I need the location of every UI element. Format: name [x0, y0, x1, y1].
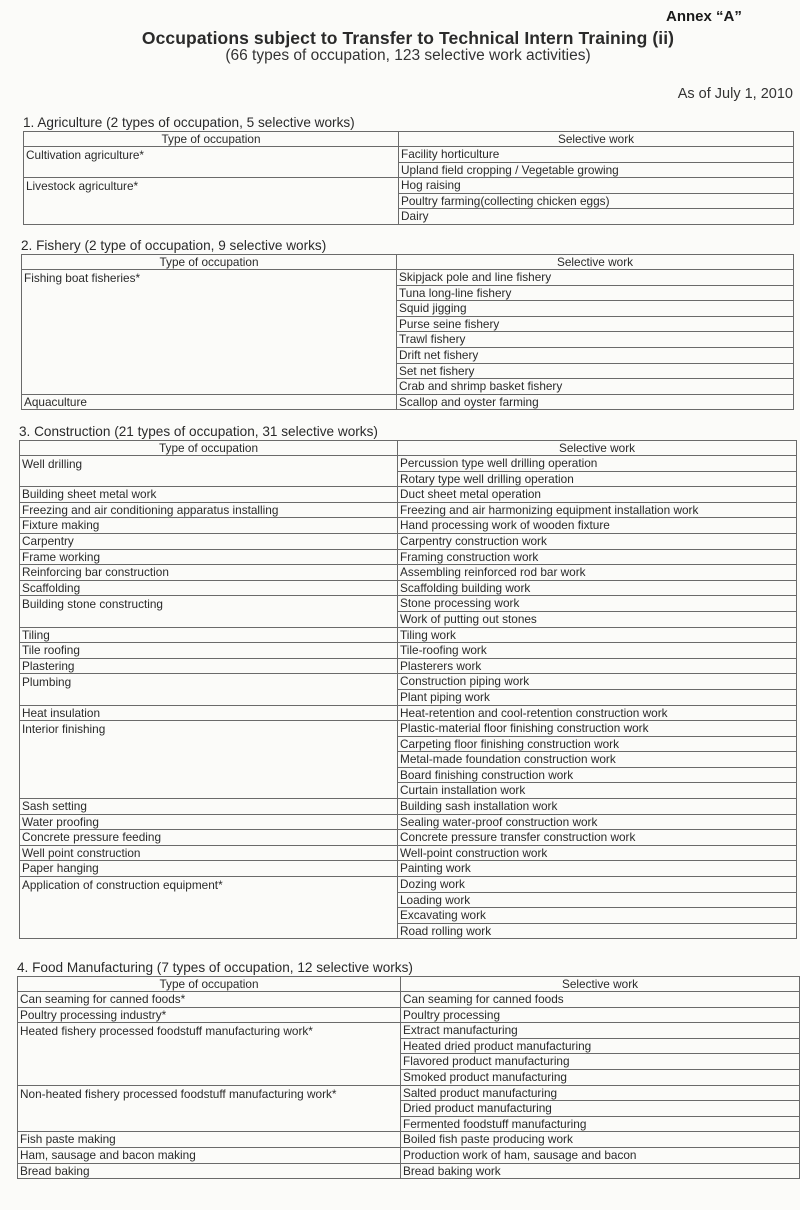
section-2: [21, 238, 794, 410]
selective-work-cell: Road rolling work: [398, 923, 797, 939]
selective-work-cell: Painting work: [398, 861, 797, 877]
table-row: [20, 627, 797, 643]
occupation-cell: Building sheet metal work: [20, 487, 398, 503]
selective-work-cell: Purse seine fishery: [397, 316, 794, 332]
table-row: [20, 643, 797, 659]
selective-work-cell: Loading work: [398, 892, 797, 908]
section-heading: 3. Construction (21 types of occupation, 31 selective works): [19, 424, 378, 439]
selective-work-cell: Work of putting out stones: [398, 611, 797, 627]
selective-work-cell: Plasterers work: [398, 658, 797, 674]
selective-work-cell: Salted product manufacturing: [401, 1085, 800, 1101]
table-row: [18, 1023, 800, 1039]
column-header-work: Selective work: [401, 977, 800, 992]
table-row: [20, 580, 797, 596]
selective-work-cell: Board finishing construction work: [398, 767, 797, 783]
table-row: [20, 861, 797, 877]
occupation-cell: Fixture making: [20, 518, 398, 534]
selective-work-cell: Well-point construction work: [398, 845, 797, 861]
document-subtitle: (66 types of occupation, 123 selective work activities): [225, 47, 591, 64]
selective-work-cell: Excavating work: [398, 908, 797, 924]
selective-work-cell: Skipjack pole and line fishery: [397, 270, 794, 286]
section-3: [19, 424, 797, 939]
occupation-cell: Concrete pressure feeding: [20, 830, 398, 846]
section-heading: 1. Agriculture (2 types of occupation, 5 selective works): [23, 115, 355, 130]
occupation-cell: Non-heated fishery processed foodstuff manufacturing work*: [18, 1085, 401, 1132]
selective-work-cell: Sealing water-proof construction work: [398, 814, 797, 830]
table-row: [18, 1163, 800, 1179]
column-header-work: Selective work: [399, 132, 794, 147]
selective-work-cell: Extract manufacturing: [401, 1023, 800, 1039]
occupation-cell: Fish paste making: [18, 1132, 401, 1148]
selective-work-cell: Carpeting floor finishing construction work: [398, 736, 797, 752]
table-row: [20, 518, 797, 534]
selective-work-cell: Trawl fishery: [397, 332, 794, 348]
occupation-cell: Can seaming for canned foods*: [18, 992, 401, 1008]
section-4: [17, 960, 800, 1179]
selective-work-cell: Curtain installation work: [398, 783, 797, 799]
occupation-cell: Plastering: [20, 658, 398, 674]
occupation-cell: Sash setting: [20, 799, 398, 815]
selective-work-cell: Scaffolding building work: [398, 580, 797, 596]
selective-work-cell: Dozing work: [398, 877, 797, 893]
selective-work-cell: Percussion type well drilling operation: [398, 456, 797, 472]
section-1: [23, 115, 794, 225]
selective-work-cell: Building sash installation work: [398, 799, 797, 815]
occupation-cell: Water proofing: [20, 814, 398, 830]
occupation-cell: Application of construction equipment*: [20, 877, 398, 939]
selective-work-cell: Stone processing work: [398, 596, 797, 612]
selective-work-cell: Facility horticulture: [399, 147, 794, 163]
selective-work-cell: Boiled fish paste producing work: [401, 1132, 800, 1148]
selective-work-cell: Tile-roofing work: [398, 643, 797, 659]
occupation-cell: Ham, sausage and bacon making: [18, 1147, 401, 1163]
table-row: [20, 502, 797, 518]
occupation-cell: Plumbing: [20, 674, 398, 705]
occupation-cell: Freezing and air conditioning apparatus installing: [20, 502, 398, 518]
table-row: [20, 533, 797, 549]
table-row: [20, 549, 797, 565]
selective-work-cell: Assembling reinforced rod bar work: [398, 565, 797, 581]
table-row: [20, 830, 797, 846]
occupation-cell: Poultry processing industry*: [18, 1007, 401, 1023]
occupation-cell: Tiling: [20, 627, 398, 643]
selective-work-cell: Flavored product manufacturing: [401, 1054, 800, 1070]
table-row: [18, 1132, 800, 1148]
table-row: [20, 456, 797, 472]
occupation-table: [21, 254, 794, 410]
table-row: [24, 178, 794, 194]
table-row: [22, 394, 794, 410]
occupation-cell: Scaffolding: [20, 580, 398, 596]
selective-work-cell: Plant piping work: [398, 689, 797, 705]
selective-work-cell: Freezing and air harmonizing equipment installation work: [398, 502, 797, 518]
column-header-type: Type of occupation: [22, 255, 397, 270]
selective-work-cell: Construction piping work: [398, 674, 797, 690]
selective-work-cell: Hand processing work of wooden fixture: [398, 518, 797, 534]
occupation-cell: Livestock agriculture*: [24, 178, 399, 225]
selective-work-cell: Carpentry construction work: [398, 533, 797, 549]
table-row: [20, 565, 797, 581]
occupation-cell: Heat insulation: [20, 705, 398, 721]
table-header-row: [22, 255, 794, 270]
selective-work-cell: Framing construction work: [398, 549, 797, 565]
selective-work-cell: Squid jigging: [397, 301, 794, 317]
occupation-cell: Well drilling: [20, 456, 398, 487]
occupation-cell: Tile roofing: [20, 643, 398, 659]
document-title: Occupations subject to Transfer to Technical Intern Training (ii): [141, 28, 675, 48]
table-header-row: [18, 977, 800, 992]
selective-work-cell: Dried product manufacturing: [401, 1101, 800, 1117]
occupation-cell: Reinforcing bar construction: [20, 565, 398, 581]
table-row: [20, 487, 797, 503]
table-header-row: [20, 441, 797, 456]
selective-work-cell: Poultry processing: [401, 1007, 800, 1023]
column-header-type: Type of occupation: [20, 441, 398, 456]
section-heading: 4. Food Manufacturing (7 types of occupation, 12 selective works): [17, 960, 413, 975]
occupation-cell: Frame working: [20, 549, 398, 565]
selective-work-cell: Heated dried product manufacturing: [401, 1038, 800, 1054]
occupation-cell: Bread baking: [18, 1163, 401, 1179]
occupation-cell: Cultivation agriculture*: [24, 147, 399, 178]
column-header-work: Selective work: [397, 255, 794, 270]
occupation-table: [19, 440, 797, 939]
selective-work-cell: Duct sheet metal operation: [398, 487, 797, 503]
table-row: [18, 992, 800, 1008]
table-row: [20, 814, 797, 830]
annex-label: Annex “A”: [666, 8, 742, 25]
column-header-work: Selective work: [398, 441, 797, 456]
selective-work-cell: Crab and shrimp basket fishery: [397, 379, 794, 395]
occupation-table: [23, 131, 794, 225]
selective-work-cell: Fermented foodstuff manufacturing: [401, 1116, 800, 1132]
selective-work-cell: Tiling work: [398, 627, 797, 643]
occupation-cell: Aquaculture: [22, 394, 397, 410]
selective-work-cell: Smoked product manufacturing: [401, 1069, 800, 1085]
as-of-date: As of July 1, 2010: [677, 86, 793, 102]
column-header-type: Type of occupation: [24, 132, 399, 147]
selective-work-cell: Upland field cropping / Vegetable growing: [399, 162, 794, 178]
occupation-cell: Heated fishery processed foodstuff manufacturing work*: [18, 1023, 401, 1085]
table-row: [20, 845, 797, 861]
table-row: [20, 799, 797, 815]
table-row: [20, 705, 797, 721]
selective-work-cell: Hog raising: [399, 178, 794, 194]
selective-work-cell: Concrete pressure transfer construction work: [398, 830, 797, 846]
selective-work-cell: Plastic-material floor finishing construction work: [398, 721, 797, 737]
occupation-cell: Fishing boat fisheries*: [22, 270, 397, 395]
section-heading: 2. Fishery (2 type of occupation, 9 selective works): [21, 238, 327, 253]
table-row: [18, 1147, 800, 1163]
table-row: [20, 721, 797, 737]
selective-work-cell: Rotary type well drilling operation: [398, 471, 797, 487]
table-row: [24, 147, 794, 163]
table-row: [18, 1007, 800, 1023]
occupation-cell: Paper hanging: [20, 861, 398, 877]
selective-work-cell: Set net fishery: [397, 363, 794, 379]
selective-work-cell: Metal-made foundation construction work: [398, 752, 797, 768]
selective-work-cell: Scallop and oyster farming: [397, 394, 794, 410]
occupation-cell: Carpentry: [20, 533, 398, 549]
occupation-cell: Interior finishing: [20, 721, 398, 799]
table-row: [20, 877, 797, 893]
selective-work-cell: Drift net fishery: [397, 347, 794, 363]
occupation-cell: Well point construction: [20, 845, 398, 861]
selective-work-cell: Bread baking work: [401, 1163, 800, 1179]
selective-work-cell: Dairy: [399, 209, 794, 225]
table-row: [18, 1085, 800, 1101]
occupation-cell: Building stone constructing: [20, 596, 398, 627]
selective-work-cell: Can seaming for canned foods: [401, 992, 800, 1008]
selective-work-cell: Poultry farming(collecting chicken eggs): [399, 193, 794, 209]
selective-work-cell: Heat-retention and cool-retention construction work: [398, 705, 797, 721]
selective-work-cell: Production work of ham, sausage and bacon: [401, 1147, 800, 1163]
occupation-table: [17, 976, 800, 1179]
table-header-row: [24, 132, 794, 147]
table-row: [20, 658, 797, 674]
selective-work-cell: Tuna long-line fishery: [397, 285, 794, 301]
column-header-type: Type of occupation: [18, 977, 401, 992]
table-row: [20, 596, 797, 612]
table-row: [22, 270, 794, 286]
table-row: [20, 674, 797, 690]
